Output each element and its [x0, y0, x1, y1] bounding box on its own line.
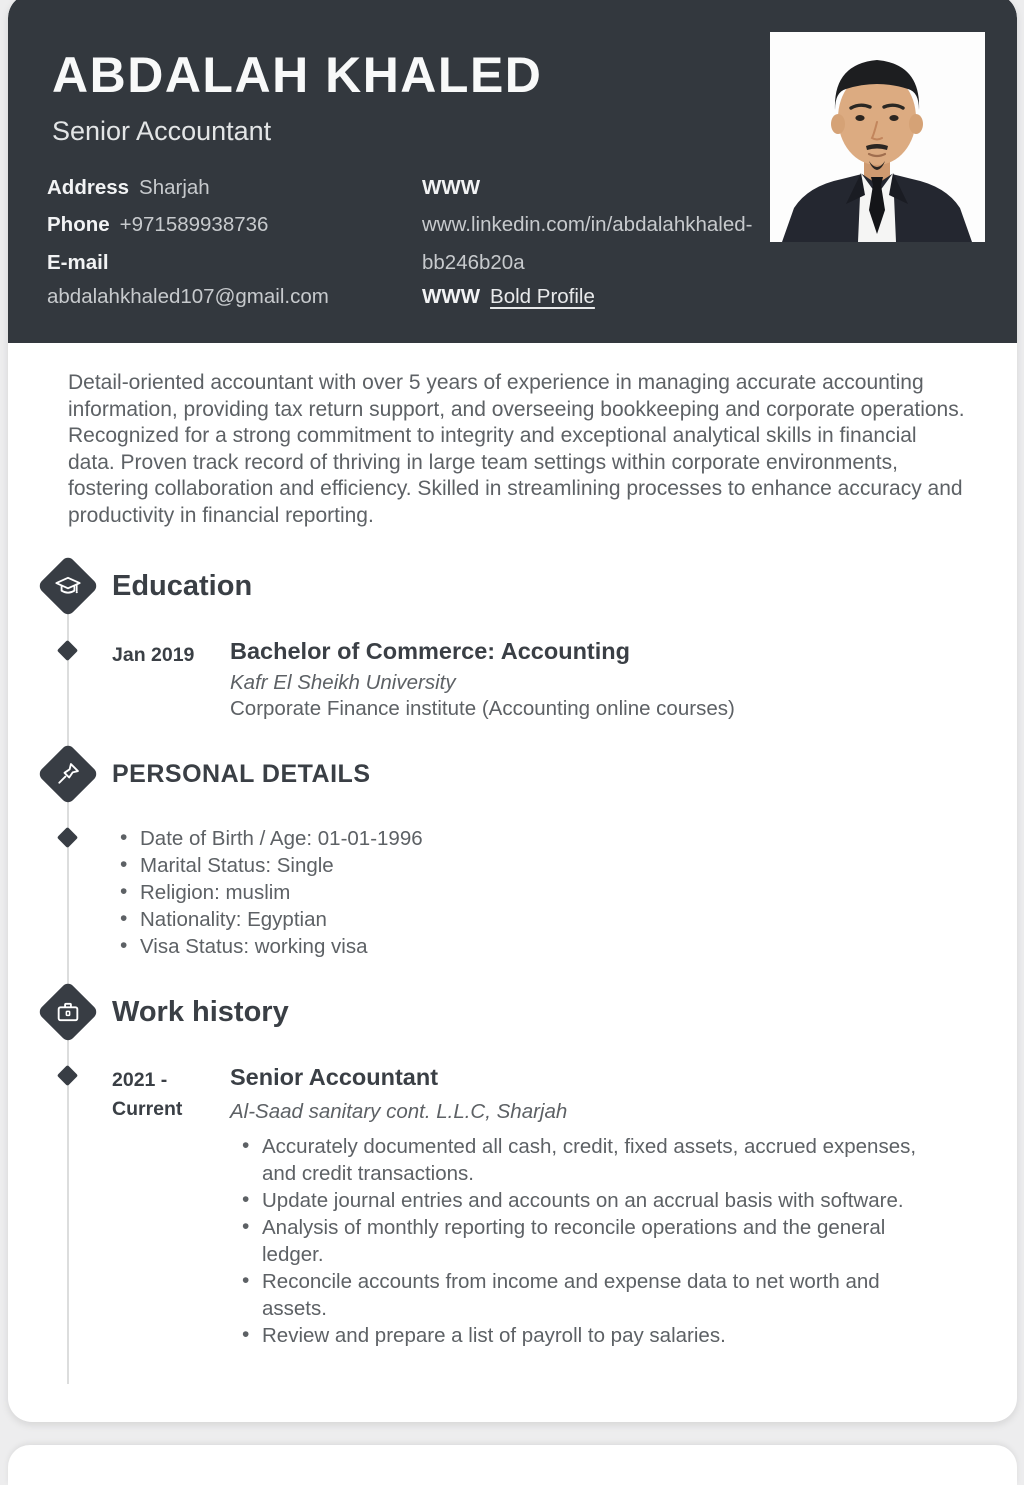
candidate-job-title: Senior Accountant — [52, 116, 272, 146]
education-school: Kafr El Sheikh University — [230, 671, 456, 694]
list-item: • Accurately documented all cash, credit, fixed assets, accrued expenses, and credit transactions. — [240, 1133, 930, 1187]
email-label: E-mail — [47, 251, 109, 274]
education-heading: Education — [112, 570, 253, 602]
list-item: • Religion: muslim — [118, 879, 423, 906]
work-history-timeline-bullet — [57, 1065, 78, 1086]
list-item: • Visa Status: working visa — [118, 933, 423, 960]
linkedin-url-line1: www.linkedin.com/in/abdalahkhaled- — [422, 213, 753, 236]
work-company: Al-Saad sanitary cont. L.L.C, Sharjah — [230, 1100, 568, 1123]
work-history-section-icon — [39, 983, 97, 1041]
pushpin-icon — [54, 760, 82, 788]
resume-page — [8, 0, 1017, 1422]
personal-details-list — [118, 825, 423, 960]
list-item: • Review and prepare a list of payroll to pay salaries. — [240, 1322, 930, 1349]
graduation-cap-icon — [54, 572, 82, 600]
bold-profile-link[interactable]: Bold Profile — [490, 285, 595, 308]
education-section-icon — [39, 557, 97, 615]
work-history-heading: Work history — [112, 996, 289, 1028]
work-date-from: 2021 - — [112, 1069, 168, 1091]
next-page-edge — [8, 1445, 1017, 1485]
list-item: • Nationality: Egyptian — [118, 906, 423, 933]
personal-details-heading: PERSONAL DETAILS — [112, 760, 371, 788]
contact-address-row — [47, 176, 210, 200]
contact-email-value-row — [47, 285, 329, 309]
resume-header — [8, 0, 1017, 343]
personal-details-section-icon — [39, 745, 97, 803]
address-label: Address — [47, 176, 130, 199]
work-bullet-list — [240, 1133, 930, 1349]
education-timeline-bullet — [57, 640, 78, 661]
education-degree: Bachelor of Commerce: Accounting — [230, 638, 630, 664]
www-label: WWW — [422, 176, 481, 199]
contact-profile-row — [422, 285, 595, 309]
list-item: • Analysis of monthly reporting to reconcile operations and the general ledger. — [240, 1214, 930, 1268]
list-item: • Marital Status: Single — [118, 852, 423, 879]
contact-phone-row — [47, 213, 268, 237]
linkedin-url-line2: bb246b20a — [422, 251, 525, 274]
list-item: • Reconcile accounts from income and expense data to net worth and assets. — [240, 1268, 930, 1322]
profile-summary: Detail-oriented accountant with over 5 years of experience in managing accurate accounting information, providing tax return support, and overseeing bookkeeping and corporate operations. Recognized for a strong commitment to integrity and exceptional analytical skills in financial data. Proven track record of thriving in large team settings within corporate environments, fostering collaboration and efficiency. Skilled in streamlining processes to enhance accuracy and productivity in financial reporting. — [68, 371, 965, 527]
phone-value: +971589938736 — [119, 213, 269, 236]
phone-label: Phone — [47, 213, 110, 236]
list-item: • Date of Birth / Age: 01-01-1996 — [118, 825, 423, 852]
list-item: • Update journal entries and accounts on an accrual basis with software. — [240, 1187, 930, 1214]
candidate-photo — [770, 32, 985, 242]
work-date-to: Current — [112, 1098, 183, 1120]
education-date: Jan 2019 — [112, 644, 195, 666]
portrait-illustration — [770, 32, 985, 242]
personal-details-timeline-bullet — [57, 827, 78, 848]
email-value: abdalahkhaled107@gmail.com — [47, 285, 329, 308]
contact-www-row — [422, 176, 490, 200]
work-date — [112, 1066, 222, 1124]
candidate-name: ABDALAH KHALED — [52, 47, 543, 103]
www2-label: WWW — [422, 285, 481, 308]
briefcase-icon — [54, 998, 82, 1026]
education-extra: Corporate Finance institute (Accounting online courses) — [230, 697, 735, 720]
contact-email-row — [47, 251, 119, 275]
work-job-title: Senior Accountant — [230, 1064, 439, 1090]
address-value: Sharjah — [139, 176, 210, 199]
